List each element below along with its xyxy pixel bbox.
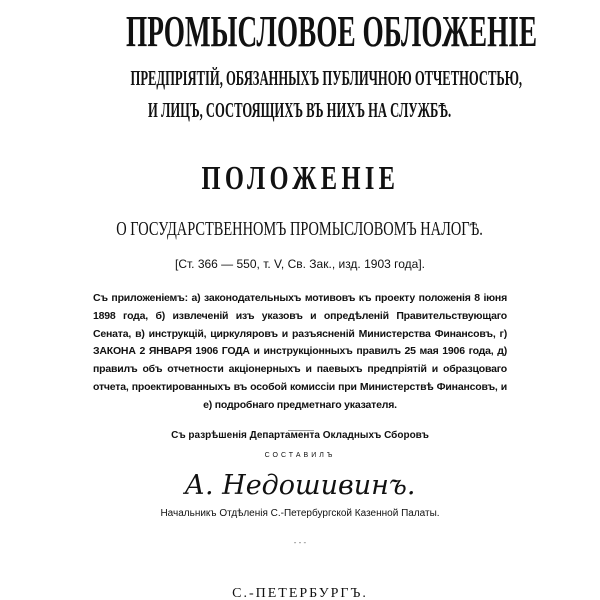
main-title: ПРОМЫСЛОВОЕ ОБЛОЖЕНІЕ <box>125 7 538 56</box>
author-title: Начальникъ Отдѣленія С.-Петербургской Казенной Палаты. <box>160 508 440 519</box>
subtitle-line-2: И ЛИЦЪ, СОСТОЯЩИХЪ ВЪ НИХЪ НА СЛУЖБѢ. <box>148 98 452 122</box>
appendix-paragraph: Съ приложеніемъ: а) законодательныхъ мотивовъ къ проекту положенія 8 іюня 1898 года, б) извлеченій изъ указовъ и опредѣленій Правительствующаго Сената, в) инструкцій, циркуляровъ и разъясненій Министерства Финансовъ, г) ЗАКОНА 2 ЯНВАРЯ 1906 ГОДА и инструкціонныхъ правилъ 25 мая 1906 года, д) правилъ объ отчетности акціонерныхъ и паевыхъ предпріятій и образцоваго отчета, проектированныхъ въ особой комиссіи при Министерствѣ Финансовъ, и е) подробнаго предметнаго указателя. <box>93 292 507 411</box>
subtitle-line-1: ПРЕДПРІЯТІЙ, ОБЯЗАННЫХЪ ПУБЛИЧНОЮ ОТЧЕТНОСТЬЮ, <box>130 66 523 90</box>
citation: [Ст. 366 — 550, т. V, Св. Зак., изд. 1903 года]. <box>174 257 425 271</box>
author-name: А. Недошивинъ. <box>184 470 416 501</box>
compiled-by-label: СОСТАВИЛЪ <box>264 452 336 459</box>
city-imprint: С.-ПЕТЕРБУРГЪ. <box>232 586 368 600</box>
permission-line: Съ разрѣшенія Департамента Окладныхъ Сборовъ <box>171 430 429 441</box>
ornament: - - - <box>293 538 307 547</box>
heading-subtitle: О ГОСУДАРСТВЕННОМЪ ПРОМЫСЛОВОМЪ НАЛОГѢ. <box>116 218 484 240</box>
heading: ПОЛОЖЕНІЕ <box>201 160 399 197</box>
